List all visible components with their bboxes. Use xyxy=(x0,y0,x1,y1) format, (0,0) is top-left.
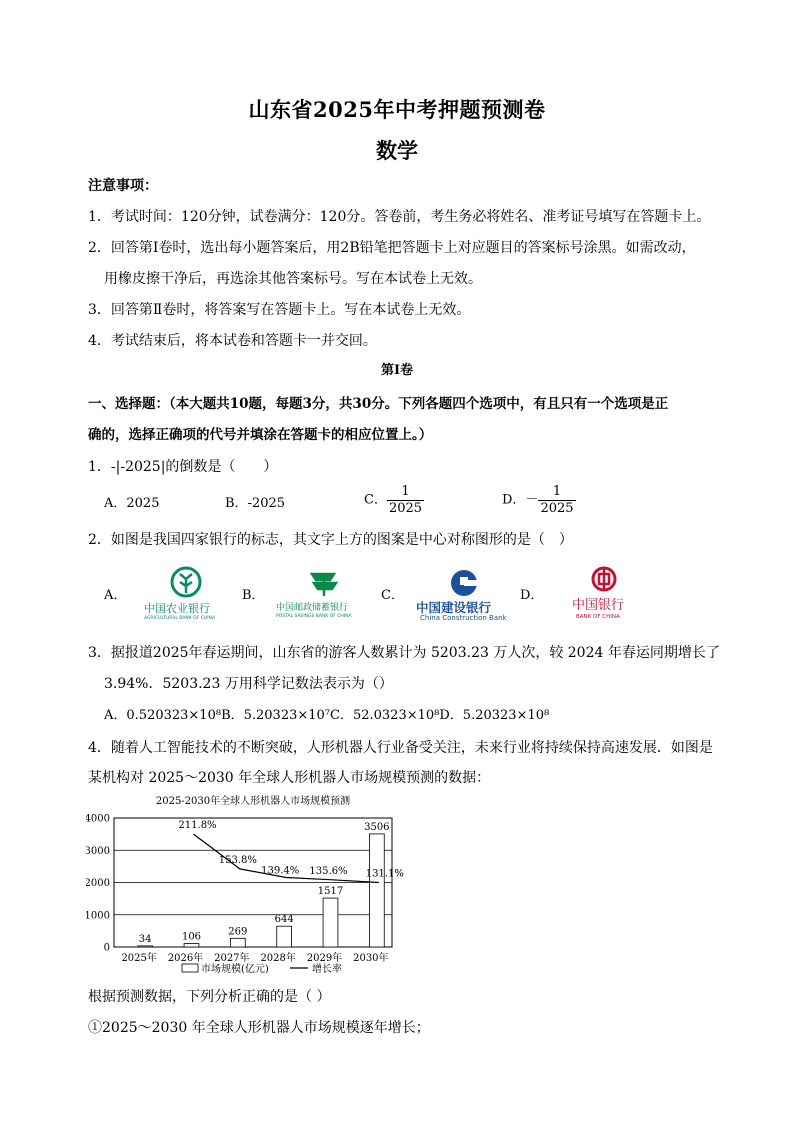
growth-rate-label: 135.6% xyxy=(309,865,348,877)
chart-title: 2025-2030年全球人形机器人市场规模预测 xyxy=(155,796,351,807)
legend-bar-swatch xyxy=(182,964,198,972)
bar-value-label: 106 xyxy=(181,931,202,943)
bar-value-label: 1517 xyxy=(317,886,344,898)
y-tick-label: 2000 xyxy=(86,878,110,889)
fraction-numerator: 1 xyxy=(538,484,575,501)
bar xyxy=(138,946,153,947)
x-tick-label: 2028年 xyxy=(260,953,296,964)
abc-emblem-icon xyxy=(140,566,240,600)
ccb-bank-logo xyxy=(414,568,518,624)
abc-logo-en: AGRICULTURAL BANK OF CHINA xyxy=(144,616,216,621)
q1-option-c-label: C． xyxy=(364,492,387,508)
psbc-logo-en: POSTAL SAVINGS BANK OF CHINA xyxy=(276,614,352,619)
notice-heading: 注意事项： xyxy=(88,178,158,194)
legend-line-label: 增长率 xyxy=(312,964,342,975)
market-forecast-chart xyxy=(86,792,406,982)
bar xyxy=(277,926,292,947)
bar-value-label: 34 xyxy=(138,933,152,945)
q2-option-b: B． xyxy=(242,588,265,603)
q3-options: A．0.520323×10⁸B．5.20323×10⁷C．52.0323×10⁸D．5.20323×10⁸ xyxy=(104,708,550,723)
psbc-bank-logo xyxy=(276,570,376,622)
boc-logo-cn: 中国银行 xyxy=(572,598,625,613)
q1-option-d-fraction xyxy=(538,484,575,517)
psbc-emblem-icon xyxy=(276,570,376,598)
x-tick-label: 2030年 xyxy=(353,953,389,964)
subject-title: 数学 xyxy=(376,138,418,163)
bar-value-label: 644 xyxy=(274,914,294,926)
q3-line-1: 3．据报道2025年春运期间，山东省的游客人数累计为 5203.23 万人次，较 2024 年春运同期增长了 xyxy=(88,645,720,661)
fraction-numerator: 1 xyxy=(387,484,424,501)
chart-svg xyxy=(86,792,406,982)
q1-option-d xyxy=(502,484,576,517)
q4-question: 根据预测数据，下列分析正确的是（ ） xyxy=(88,989,331,1005)
part-label: 第Ⅰ卷 xyxy=(380,363,414,378)
q4-statement-1: ①2025～2030 年全球人形机器人市场规模逐年增长； xyxy=(88,1020,430,1036)
ccb-emblem-icon xyxy=(414,568,518,598)
q1-option-c-fraction xyxy=(387,484,424,517)
ccb-logo-en: China Construction Bank xyxy=(420,614,507,622)
q3-line-2: 3.94%．5203.23 万用科学记数法表示为（） xyxy=(104,676,393,692)
q2-option-c: C． xyxy=(381,588,404,603)
q4-line-2: 某机构对 2025～2030 年全球人形机器人市场规模预测的数据： xyxy=(88,770,491,786)
section-intro-1: 一、选择题：（本大题共10题，每题3分，共30分。下列各题四个选项中，有且只有一个选项是正 xyxy=(88,396,669,412)
notice-item-1: 1．考试时间：120分钟，试卷满分：120分。答卷前，考生务必将姓名、准考证号填写在答题卡上。 xyxy=(88,209,711,225)
q1-option-b: B．-2025 xyxy=(225,496,286,511)
bar xyxy=(369,834,384,947)
y-tick-label: 1000 xyxy=(86,910,110,922)
y-tick-label: 4000 xyxy=(86,813,110,825)
growth-rate-label: 131.1% xyxy=(365,868,404,880)
growth-rate-label: 153.8% xyxy=(218,854,257,866)
q2-option-d: D． xyxy=(520,588,544,603)
growth-rate-label: 139.4% xyxy=(261,865,300,877)
fraction-denominator: 2025 xyxy=(388,501,423,516)
bar-value-label: 269 xyxy=(228,926,248,938)
y-tick-label: 0 xyxy=(103,942,110,954)
bar xyxy=(323,898,338,947)
q1-option-d-label: D．－ xyxy=(502,492,539,508)
fraction-denominator: 2025 xyxy=(540,501,574,516)
q1-option-c xyxy=(364,484,424,517)
boc-logo-en: BANK OF CHINA xyxy=(576,614,620,620)
q4-line-1: 4．随着人工智能技术的不断突破，人形机器人行业备受关注，未来行业将持续保持高速发展．如图是 xyxy=(88,740,713,756)
abc-logo-cn: 中国农业银行 xyxy=(144,602,210,615)
growth-rate-label: 211.8% xyxy=(178,820,217,832)
abc-bank-logo xyxy=(140,566,240,624)
q2-stem: 2．如图是我国四家银行的标志，其文字上方的图案是中心对称图形的是（ ） xyxy=(88,532,573,548)
legend-bar-label: 市场规模(亿元) xyxy=(201,964,269,975)
boc-emblem-icon xyxy=(566,566,646,594)
x-tick-label: 2027年 xyxy=(214,953,250,964)
ccb-logo-cn: 中国建设银行 xyxy=(416,600,492,615)
x-tick-label: 2029年 xyxy=(306,953,343,964)
notice-item-3: 3．回答第Ⅱ卷时，将答案写在答题卡上。写在本试卷上无效。 xyxy=(88,302,471,318)
boc-bank-logo xyxy=(566,566,646,624)
bar-value-label: 3506 xyxy=(364,821,390,833)
x-tick-label: 2026年 xyxy=(167,953,204,964)
section-intro-2: 确的，选择正确项的代号并填涂在答题卡的相应位置上。） xyxy=(88,427,433,443)
notice-item-4: 4．考试结束后，将本试卷和答题卡一并交回。 xyxy=(88,333,377,349)
notice-item-2-cont: 用橡皮擦干净后，再选涂其他答案标号。写在本试卷上无效。 xyxy=(104,271,482,287)
q1-option-a: A．2025 xyxy=(104,496,160,511)
q2-option-a: A． xyxy=(104,588,127,603)
page-title: 山东省2025年中考押题预测卷 xyxy=(248,97,546,122)
y-tick-label: 3000 xyxy=(86,845,110,857)
psbc-logo-cn: 中国邮政储蓄银行 xyxy=(276,603,349,613)
notice-item-2: 2．回答第Ⅰ卷时，选出每小题答案后，用2B铅笔把答题卡上对应题目的答案标号涂黑。如需改动， xyxy=(88,240,696,256)
bar xyxy=(230,938,245,947)
q1-stem: 1．-|-2025|的倒数是（ ） xyxy=(88,459,278,475)
bar xyxy=(184,944,199,947)
x-tick-label: 2025年 xyxy=(121,953,157,964)
